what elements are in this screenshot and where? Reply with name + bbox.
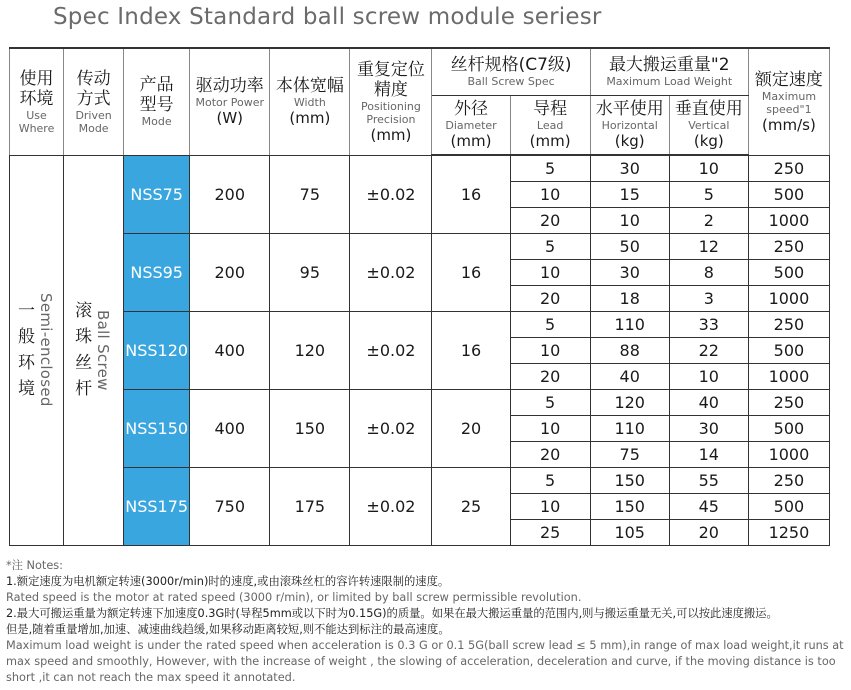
horizontal-cell: 150 [590,494,669,520]
power-cell: 200 [190,234,270,312]
horizontal-cell: 150 [590,468,669,494]
horizontal-cell: 88 [590,338,669,364]
header-mode: 产品型号 Mode [124,48,190,155]
speed-cell: 500 [748,416,829,442]
model-cell: NSS175 [124,468,190,546]
vertical-cell: 8 [669,260,748,286]
diameter-cell: 16 [432,312,510,390]
lead-cell: 5 [510,234,590,260]
spec-table-body [10,155,830,546]
width-cell: 120 [270,312,350,390]
horizontal-cell: 50 [590,234,669,260]
header-speed: 额定速度 Maximum speed"1 (mm/s) [748,48,829,155]
header-ball-screw: 丝杆规格(C7级) Ball Screw Spec [432,48,590,95]
precision-cell: ±0.02 [350,390,432,468]
horizontal-cell: 120 [590,390,669,416]
note-2-en: Maximum load weight is under the rated speed when acceleration is 0.3 G or 0.1 5G(ball screw lead ≤ 5 mm),in range of max load weight,it runs at max speed and smoothly, However, with the increase of weight , the slowing of acceleration, deceleration and curve, if the moving distance is too short ,it can not reach the max speed it annotated. [6,639,844,684]
vertical-cell: 12 [669,234,748,260]
width-cell: 150 [270,390,350,468]
speed-cell: 1250 [748,520,829,546]
diameter-cell: 20 [432,390,510,468]
speed-cell: 250 [748,468,829,494]
diameter-cell: 16 [432,234,510,312]
power-cell: 400 [190,390,270,468]
lead-cell: 10 [510,416,590,442]
vertical-cell: 2 [669,208,748,234]
vertical-cell: 3 [669,286,748,312]
speed-cell: 250 [748,234,829,260]
table-row [10,468,830,494]
horizontal-cell: 105 [590,520,669,546]
header-driven-mode: 传动方式 Driven Mode [64,48,124,155]
env-en-label: Semi-enclosed [37,293,56,408]
model-cell: NSS150 [124,390,190,468]
vertical-cell: 10 [669,155,748,182]
lead-cell: 10 [510,338,590,364]
lead-cell: 5 [510,155,590,182]
speed-cell: 500 [748,338,829,364]
lead-cell: 25 [510,520,590,546]
notes-section [6,558,846,686]
vertical-cell: 40 [669,390,748,416]
precision-cell: ±0.02 [350,312,432,390]
speed-cell: 500 [748,182,829,208]
width-cell: 95 [270,234,350,312]
vertical-cell: 14 [669,442,748,468]
precision-cell: ±0.02 [350,155,432,234]
power-cell: 200 [190,155,270,234]
header-use-where: 使用环境 Use Where [10,48,64,155]
speed-cell: 1000 [748,286,829,312]
diameter-cell: 25 [432,468,510,546]
header-diameter: 外径 Diameter (mm) [432,95,510,155]
table-row [10,155,830,182]
speed-cell: 1000 [748,208,829,234]
driven-cell: 滚 珠 丝 杆 Ball Screw [64,155,124,546]
precision-cell: ±0.02 [350,468,432,546]
power-cell: 750 [190,468,270,546]
vertical-cell: 55 [669,468,748,494]
vertical-cell: 33 [669,312,748,338]
table-row [10,312,830,338]
lead-cell: 5 [510,312,590,338]
vertical-cell: 30 [669,416,748,442]
power-cell: 400 [190,312,270,390]
speed-cell: 500 [748,260,829,286]
note-2-zh: 2.最大可搬运重量为额定转速下加速度0.3G时(导程5mm或以下时为0.15G)的质量。如果在最大搬运重量的范围内,则与搬运重量无关,可以按此速度搬运。 [6,607,778,620]
lead-cell: 5 [510,390,590,416]
horizontal-cell: 18 [590,286,669,312]
env-cell: 一 般 环 境 Semi-enclosed [10,155,64,546]
diameter-cell: 16 [432,155,510,234]
speed-cell: 250 [748,390,829,416]
vertical-cell: 10 [669,364,748,390]
header-lead: 导程 Lead (mm) [510,95,590,155]
horizontal-cell: 15 [590,182,669,208]
speed-cell: 1000 [748,364,829,390]
header-horizontal: 水平使用 Horizontal (kg) [590,95,669,155]
speed-cell: 1000 [748,442,829,468]
speed-cell: 500 [748,494,829,520]
speed-cell: 250 [748,312,829,338]
horizontal-cell: 75 [590,442,669,468]
precision-cell: ±0.02 [350,234,432,312]
lead-cell: 20 [510,208,590,234]
lead-cell: 5 [510,468,590,494]
note-1-en: Rated speed is the motor at rated speed (3000 r/min), or limited by ball screw permissible revolution. [6,591,582,604]
header-precision: 重复定位精度 Positioning Precision (mm) [350,48,432,155]
vertical-cell: 20 [669,520,748,546]
lead-cell: 10 [510,182,590,208]
horizontal-cell: 30 [590,155,669,182]
speed-cell: 250 [748,155,829,182]
width-cell: 75 [270,155,350,234]
note-2-zh-cont: 但是,随着重量增加,加速、减速曲线趋缓,如果移动距离较短,则不能达到标注的最高速度。 [6,623,450,636]
spec-table [9,47,830,546]
lead-cell: 20 [510,286,590,312]
horizontal-cell: 110 [590,312,669,338]
notes-label: *注 Notes: [6,559,63,572]
lead-cell: 10 [510,494,590,520]
header-vertical: 垂直使用 Vertical (kg) [669,95,748,155]
lead-cell: 20 [510,364,590,390]
header-motor-power: 驱动功率 Motor Power (W) [190,48,270,155]
model-cell: NSS75 [124,155,190,234]
vertical-cell: 45 [669,494,748,520]
horizontal-cell: 30 [590,260,669,286]
horizontal-cell: 10 [590,208,669,234]
horizontal-cell: 110 [590,416,669,442]
page-title: Spec Index Standard ball screw module seriesr [53,4,602,30]
vertical-cell: 22 [669,338,748,364]
header-width: 本体宽幅 Width (mm) [270,48,350,155]
note-1-zh: 1.额定速度为电机额定转速(3000r/min)时的速度,或由滚珠丝杠的容许转速限制的速度。 [6,575,450,588]
table-row [10,234,830,260]
header-max-load: 最大搬运重量"2 Maximum Load Weight [590,48,748,95]
horizontal-cell: 40 [590,364,669,390]
model-cell: NSS120 [124,312,190,390]
width-cell: 175 [270,468,350,546]
driven-en-label: Ball Screw [94,309,113,391]
model-cell: NSS95 [124,234,190,312]
vertical-cell: 5 [669,182,748,208]
lead-cell: 20 [510,442,590,468]
lead-cell: 10 [510,260,590,286]
table-row [10,390,830,416]
